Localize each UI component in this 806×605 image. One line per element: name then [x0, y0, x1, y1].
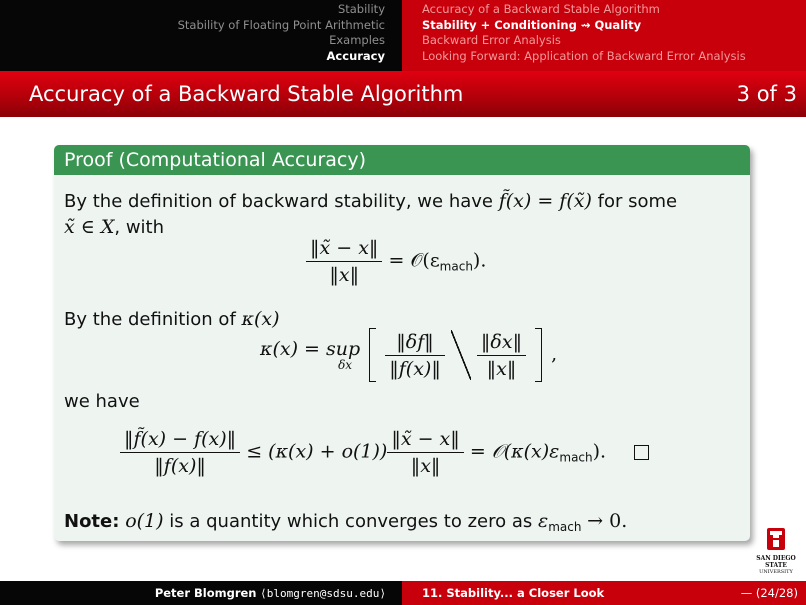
eq3-denominator-1: ‖f(x)‖	[120, 452, 240, 477]
frame-page-counter: 3 of 3	[736, 82, 797, 106]
eq1-subscript: mach	[439, 259, 473, 274]
eq2-numerator-1: ‖δf‖	[396, 330, 434, 353]
eq1-rhs: = 𝒪(ε	[388, 249, 440, 272]
proof-line-3-math: κ(x)	[241, 308, 280, 330]
eq2-sup-subscript: δx	[338, 358, 353, 372]
equation-condition-number	[260, 328, 557, 382]
footer-title-bar	[402, 581, 806, 605]
eq3-fraction-1	[120, 428, 240, 477]
subsection-list	[422, 2, 746, 64]
top-navigation	[0, 0, 806, 71]
section-list	[178, 2, 385, 64]
eq1-numerator: ‖x̃ − x‖	[310, 237, 379, 259]
footer-short-title[interactable]: 11. Stability... a Closer Look	[422, 586, 605, 600]
proof-line-1-end: for some	[597, 191, 678, 212]
sdsu-emblem-icon	[765, 527, 787, 551]
section-navigation	[0, 0, 402, 71]
nav-section-examples[interactable]: Examples	[329, 33, 385, 47]
footer-author-email: ⟨blomgren@sdsu.edu⟩	[260, 587, 386, 600]
proof-note	[64, 510, 627, 534]
proof-line-2-end: , with	[114, 217, 165, 238]
eq2-division-slash	[451, 330, 471, 380]
logo-line-1: SAN DIEGO STATE	[756, 555, 796, 569]
nav-subsection-accuracy-backward-stable[interactable]: Accuracy of a Backward Stable Algorithm	[422, 2, 660, 16]
proof-line-3	[64, 308, 280, 330]
eq3-numerator-2: ‖x̃ − x‖	[391, 428, 460, 450]
proof-line-1-math: f̃(x) = f(x̃)	[498, 190, 592, 212]
eq2-lhs-group	[260, 338, 360, 372]
note-label: Note:	[64, 511, 120, 532]
eq3-fraction-2	[387, 428, 463, 477]
eq2-fraction-2	[477, 331, 526, 380]
nav-subsection-backward-error-analysis[interactable]: Backward Error Analysis	[422, 33, 561, 47]
eq2-denominator-1: ‖f(x)‖	[385, 355, 445, 380]
qed-box-icon	[634, 445, 649, 460]
eq2-lhs: κ(x) = sup	[260, 338, 361, 360]
eq2-denominator-2: ‖x‖	[477, 355, 526, 380]
nav-subsection-stability-conditioning[interactable]: Stability + Conditioning ⇝ Quality	[422, 17, 642, 32]
proof-line-1-text: By the definition of backward stability, we have	[64, 191, 493, 212]
eq3-close: ).	[592, 440, 607, 463]
note-math: o(1)	[125, 510, 164, 532]
footer-author-bar	[0, 581, 402, 605]
note-subscript: mach	[548, 520, 582, 534]
proof-block	[54, 145, 750, 541]
equation-forward-error	[120, 428, 649, 477]
eq2-right-bracket	[535, 328, 542, 382]
note-epsilon: ε	[537, 510, 549, 532]
footer-page-counter: — (24/28)	[740, 586, 798, 600]
logo-line-2: UNIVERSITY	[759, 569, 793, 575]
eq1-close: ).	[472, 249, 487, 272]
footer-author-name: Peter Blomgren	[154, 586, 257, 600]
equation-backward-error	[306, 237, 486, 286]
eq2-fraction-1	[385, 331, 445, 380]
eq2-left-bracket	[369, 328, 376, 382]
proof-line-1	[64, 190, 677, 212]
eq2-end: ,	[551, 343, 558, 365]
eq3-denominator-2: ‖x‖	[387, 452, 463, 477]
eq1-fraction	[306, 237, 382, 286]
eq3-rhs: = 𝒪(κ(x)ε	[469, 440, 560, 463]
note-text: is a quantity which converges to zero as	[169, 511, 533, 532]
nav-section-accuracy[interactable]: Accuracy	[326, 48, 385, 63]
nav-section-floating-point[interactable]: Stability of Floating Point Arithmetic	[177, 17, 385, 32]
eq1-denominator: ‖x‖	[306, 261, 382, 286]
nav-section-stability[interactable]: Stability	[337, 2, 385, 16]
proof-line-2	[64, 216, 164, 238]
note-end: → 0.	[587, 510, 628, 532]
eq3-subscript: mach	[559, 450, 593, 465]
proof-line-3-text: By the definition of	[64, 309, 236, 330]
eq3-middle: ≤ (κ(x) + o(1))	[246, 440, 388, 463]
nav-subsection-looking-forward[interactable]: Looking Forward: Application of Backward Error Analysis	[422, 48, 746, 63]
sdsu-logo	[750, 527, 802, 575]
eq3-numerator-1: ‖f̃(x) − f(x)‖	[124, 428, 237, 450]
eq2-numerator-2: ‖δx‖	[480, 330, 523, 353]
footer-author	[155, 586, 386, 600]
frame-title-bar	[0, 71, 806, 117]
subsection-navigation	[402, 0, 806, 71]
proof-block-header: Proof (Computational Accuracy)	[54, 145, 750, 175]
proof-line-4-text: we have	[64, 391, 140, 412]
proof-line-4	[64, 391, 140, 412]
proof-line-2-math: x̃ ∈ X	[64, 216, 115, 238]
frame-title: Accuracy of a Backward Stable Algorithm	[29, 82, 464, 106]
